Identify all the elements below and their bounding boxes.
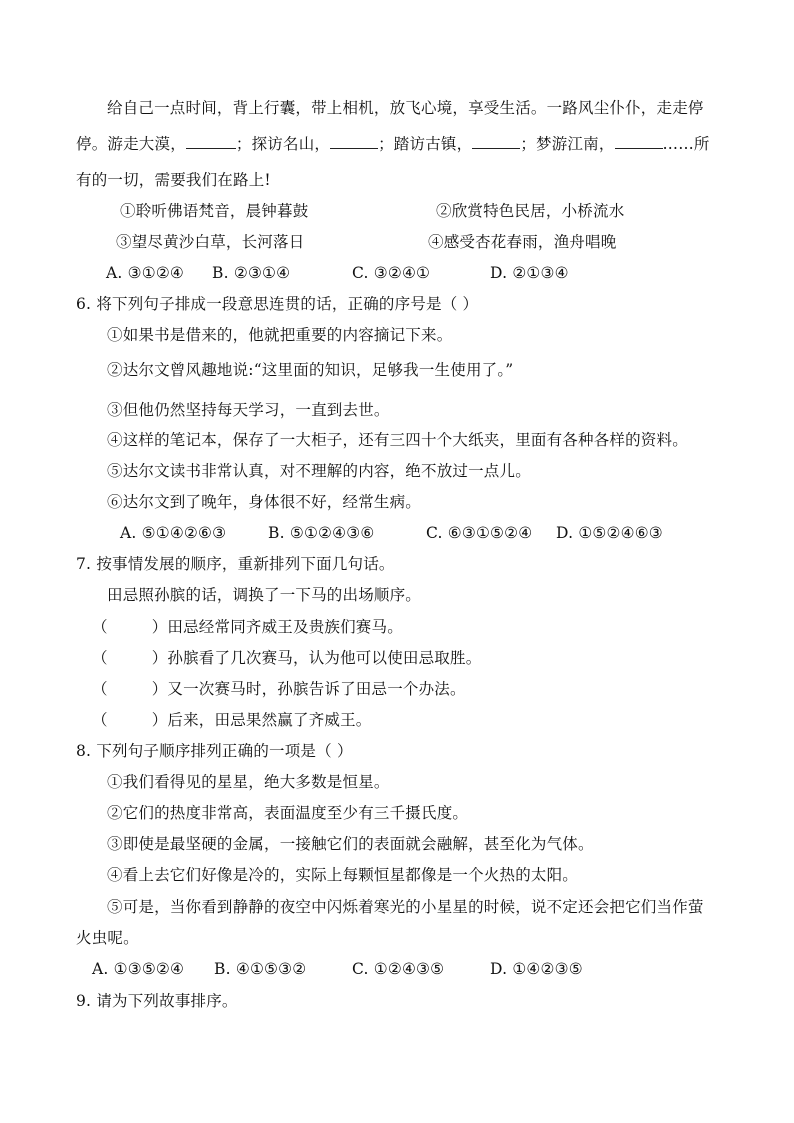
option-1: ①聆听佛语梵音，晨钟暮鼓 <box>120 202 309 220</box>
q8-choice-a[interactable]: A. ①③⑤②④ <box>92 960 185 978</box>
q6-stem: 6. 将下列句子排成一段意思连贯的话，正确的序号是（ ） <box>76 295 479 313</box>
q8-sentence-1: ①我们看得见的星星，绝大多数是恒星。 <box>107 773 390 791</box>
close-paren: ） <box>151 649 168 667</box>
q8-sentence-3: ③即使是最坚硬的金属，一接触它们的表面就会融解，甚至化为气体。 <box>107 835 594 853</box>
q6-sentence-4: ④这样的笔记本，保存了一大柜子，还有三四十个大纸夹，里面有各种各样的资料。 <box>107 431 688 449</box>
q7-item-4 <box>92 710 372 730</box>
passage-text: 停。游走大漠， <box>76 135 186 153</box>
answer-blank[interactable] <box>472 134 520 149</box>
q8-choice-c[interactable]: C. ①②④③⑤ <box>352 960 445 978</box>
open-paren: （ <box>92 649 108 667</box>
q8-stem: 8. 下列句子顺序排列正确的一项是（ ） <box>76 742 353 760</box>
q6-sentence-3: ③但他仍然坚持每天学习，一直到去世。 <box>107 401 390 419</box>
q7-item-text: 田忌经常同齐威王及贵族们赛马。 <box>167 618 403 636</box>
q6-sentence-5: ⑤达尔文读书非常认真，对不理解的内容，绝不放过一点儿。 <box>107 462 531 480</box>
passage-line-3: 有的一切，需要我们在路上! <box>76 171 271 189</box>
q7-item-text: 后来，田忌果然赢了齐威王。 <box>167 711 372 729</box>
choice-c[interactable]: C. ③②④① <box>352 264 431 282</box>
q8-sentence-4: ④看上去它们好像是冷的，实际上每颗恒星都像是一个火热的太阳。 <box>107 866 579 884</box>
q6-choice-b[interactable]: B. ⑤①②④③⑥ <box>268 524 375 542</box>
q6-choice-d[interactable]: D. ①⑤②④⑥③ <box>556 524 663 542</box>
answer-blank[interactable] <box>330 134 378 149</box>
close-paren: ） <box>151 711 168 729</box>
option-2: ②欣赏特色民居，小桥流水 <box>436 202 625 220</box>
q8-sentence-2: ②它们的热度非常高，表面温度至少有三千摄氏度。 <box>107 804 469 822</box>
q7-item-3 <box>92 679 466 699</box>
q6-sentence-2: ②达尔文曾风趣地说:“这里面的知识，足够我一生使用了。” <box>107 361 514 379</box>
q7-item-2 <box>92 648 481 668</box>
passage-text: ；探访名山， <box>235 135 331 153</box>
q9-stem: 9. 请为下列故事排序。 <box>76 992 238 1010</box>
q7-item-text: 又一次赛马时，孙膑告诉了田忌一个办法。 <box>167 680 466 698</box>
passage-text: ；踏访古镇， <box>378 135 473 153</box>
passage-text: ；梦游江南， <box>520 135 615 153</box>
passage-line-2 <box>76 134 710 154</box>
q8-sentence-5-cont: 火虫呢。 <box>76 929 139 947</box>
passage-text: ……所 <box>662 135 710 153</box>
open-paren: （ <box>92 618 108 636</box>
choice-b[interactable]: B. ②③①④ <box>212 264 291 282</box>
q7-item-1 <box>92 617 403 637</box>
q8-sentence-5: ⑤可是，当你看到静静的夜空中闪烁着寒光的小星星的时候，说不定还会把它们当作萤 <box>107 898 704 916</box>
choice-d[interactable]: D. ②①③④ <box>490 264 569 282</box>
option-4: ④感受杏花春雨，渔舟唱晚 <box>428 233 617 251</box>
q6-choice-a[interactable]: A. ⑤①④②⑥③ <box>120 524 227 542</box>
choice-a[interactable]: A. ③①②④ <box>106 264 185 282</box>
option-3: ③望尽黄沙白草，长河落日 <box>116 233 305 251</box>
q8-choice-d[interactable]: D. ①④②③⑤ <box>490 960 583 978</box>
q6-sentence-6: ⑥达尔文到了晚年，身体很不好，经常生病。 <box>107 493 422 511</box>
q6-sentence-1: ①如果书是借来的，他就把重要的内容摘记下来。 <box>107 326 453 344</box>
answer-blank[interactable] <box>186 134 236 149</box>
passage-line-1: 给自己一点时间，背上行囊，带上相机，放飞心境，享受生活。一路风尘仆仆，走走停 <box>107 99 704 117</box>
q6-choice-c[interactable]: C. ⑥③①⑤②④ <box>426 524 533 542</box>
open-paren: （ <box>92 680 108 698</box>
q7-intro: 田忌照孙膑的话，调换了一下马的出场顺序。 <box>107 586 422 604</box>
open-paren: （ <box>92 711 108 729</box>
close-paren: ） <box>151 680 168 698</box>
close-paren: ） <box>151 618 168 636</box>
answer-blank[interactable] <box>615 134 663 149</box>
q7-item-text: 孙膑看了几次赛马，认为他可以使田忌取胜。 <box>167 649 482 667</box>
q7-stem: 7. 按事情发展的顺序，重新排列下面几句话。 <box>76 555 395 573</box>
q8-choice-b[interactable]: B. ④①⑤③② <box>214 960 307 978</box>
